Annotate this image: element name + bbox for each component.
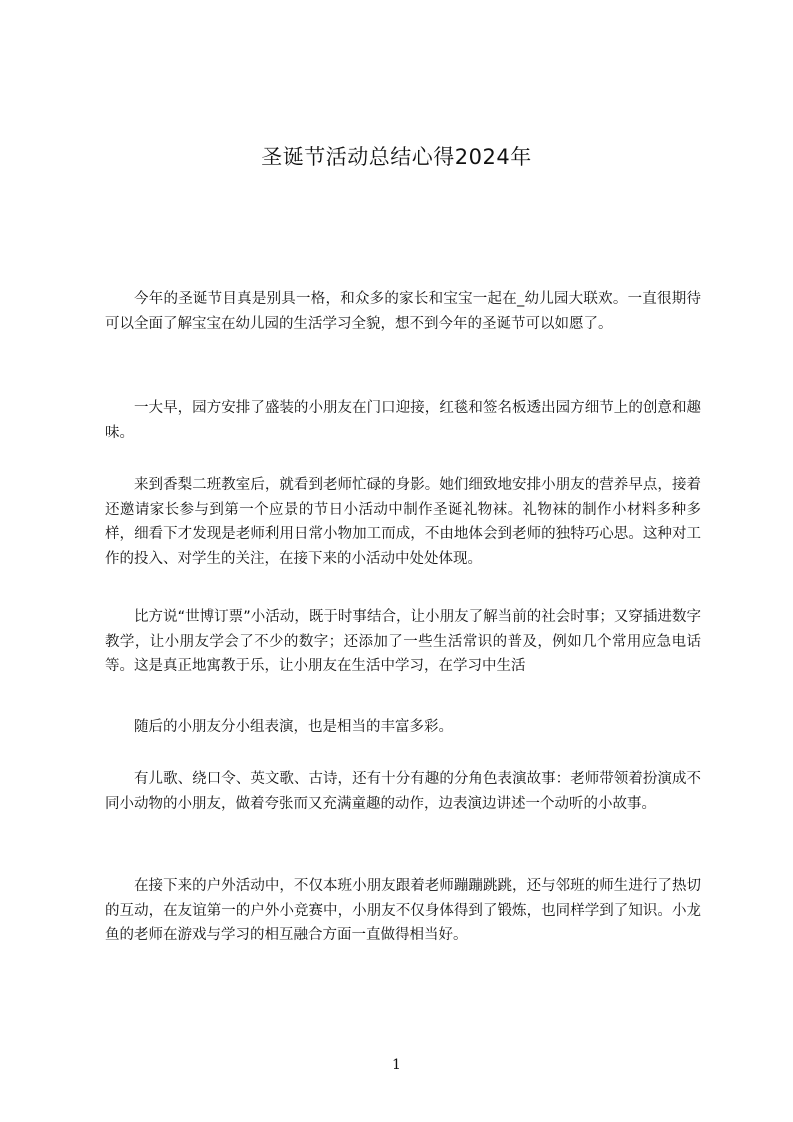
paragraph-1: 今年的圣诞节目真是别具一格，和众多的家长和宝宝一起在_幼儿园大联欢。一直很期待可以全面了解宝宝在幼儿园的生活学习全貌，想不到今年的圣诞节可以如愿了。 [105, 291, 701, 332]
paragraph-6: 有儿歌、绕口令、英文歌、古诗，还有十分有趣的分角色表演故事：老师带领着扮演成不同小动物的小朋友，做着夸张而又充满童趣的动作，边表演边讲述一个动听的小故事。 [105, 771, 701, 812]
page-number: 1 [392, 1057, 401, 1073]
paragraph-7: 在接下来的户外活动中，不仅本班小朋友跟着老师蹦蹦跳跳，还与邻班的师生进行了热切的互动，在友谊第一的户外小竞赛中，小朋友不仅身体得到了锻炼，也同样学到了知识。小龙鱼的老师在游戏与学习的相互融合方面一直做得相当好。 [105, 878, 701, 943]
paragraph-2: 一大早，园方安排了盛装的小朋友在门口迎接，红毯和签名板透出园方细节上的创意和趣味。 [105, 400, 701, 441]
paragraph-3: 来到香梨二班教室后，就看到老师忙碌的身影。她们细致地安排小朋友的营养早点，接着还邀请家长参与到第一个应景的节日小活动中制作圣诞礼物袜。礼物袜的制作小材料多种多样，细看下才发现是老师利用日常小物加工而成，不由地体会到老师的独特巧心思。这种对工作的投入、对学生的关注，在接下来的小活动中处处体现。 [105, 477, 701, 567]
paragraph-5: 随后的小朋友分小组表演，也是相当的丰富多彩。 [134, 719, 453, 735]
paragraph-4: 比方说“世博订票”小活动，既于时事结合，让小朋友了解当前的社会时事；又穿插进数字教学，让小朋友学会了不少的数字；还添加了一些生活常识的普及，例如几个常用应急电话等。这是真正地寓教于乐，让小朋友在生活中学习，在学习中生活 [105, 609, 701, 674]
document-title: 圣诞节活动总结心得2024年 [261, 145, 532, 169]
